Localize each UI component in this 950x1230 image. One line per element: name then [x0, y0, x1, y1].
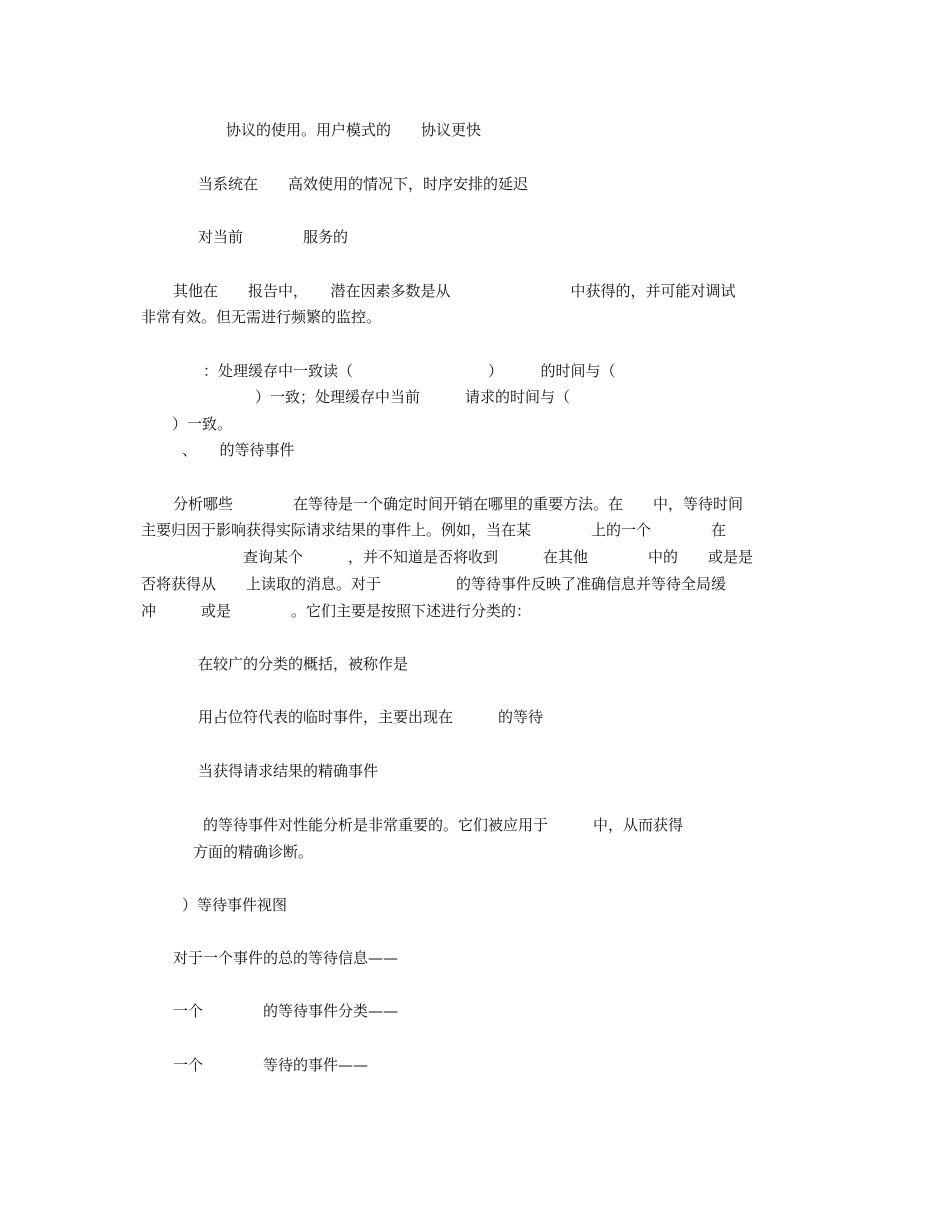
text-line: 冲 或是 。它们主要是按照下述进行分类的：: [141, 602, 532, 620]
text-line: 的等待事件对性能分析是非常重要的。它们被应用于 中，从而获得: [203, 816, 684, 834]
list-item: 一个 等待的事件——: [173, 1056, 369, 1074]
list-item: 在较广的分类的概括，被称作是: [198, 655, 409, 673]
text-line: ）一致；处理缓存中当前 请求的时间与（: [255, 388, 571, 406]
list-item: 用占位符代表的临时事件，主要出现在 的等待: [198, 708, 544, 726]
section-heading: 、 的等待事件: [182, 441, 295, 459]
text-line: 否将获得从 上读取的消息。对于 的等待事件反映了准确信息并等待全局缓: [141, 575, 727, 593]
text-line: 非常有效。但无需进行频繁的监控。: [141, 308, 382, 326]
text-line: 对当前 服务的: [198, 228, 349, 246]
text-line: 当系统在 高效使用的情况下，时序安排的延迟: [198, 175, 529, 193]
list-item: 对于一个事件的总的等待信息——: [173, 949, 399, 967]
text-line: 主要归因于影响获得实际请求结果的事件上。例如，当在某 上的一个 在: [141, 521, 727, 539]
list-item: 当获得请求结果的精确事件: [198, 762, 379, 780]
text-line: 查询某个 ，并不知道是否将收到 在其他 中的 或是是: [243, 548, 754, 566]
text-line: 协议的使用。用户模式的 协议更快: [226, 121, 482, 139]
text-line: 其他在 报告中， 潜在因素多数是从 中获得的，并可能对调试: [173, 282, 736, 300]
text-line: ）一致。: [172, 415, 233, 433]
text-line: ：处理缓存中一致读（ ） 的时间与（: [203, 362, 616, 380]
text-line: 分析哪些 在等待是一个确定时间开销在哪里的重要方法。在 中，等待时间: [173, 495, 744, 513]
list-item: 一个 的等待事件分类——: [173, 1002, 399, 1020]
text-line: 方面的精确诊断。: [193, 843, 314, 861]
section-heading: ）等待事件视图: [182, 896, 288, 914]
